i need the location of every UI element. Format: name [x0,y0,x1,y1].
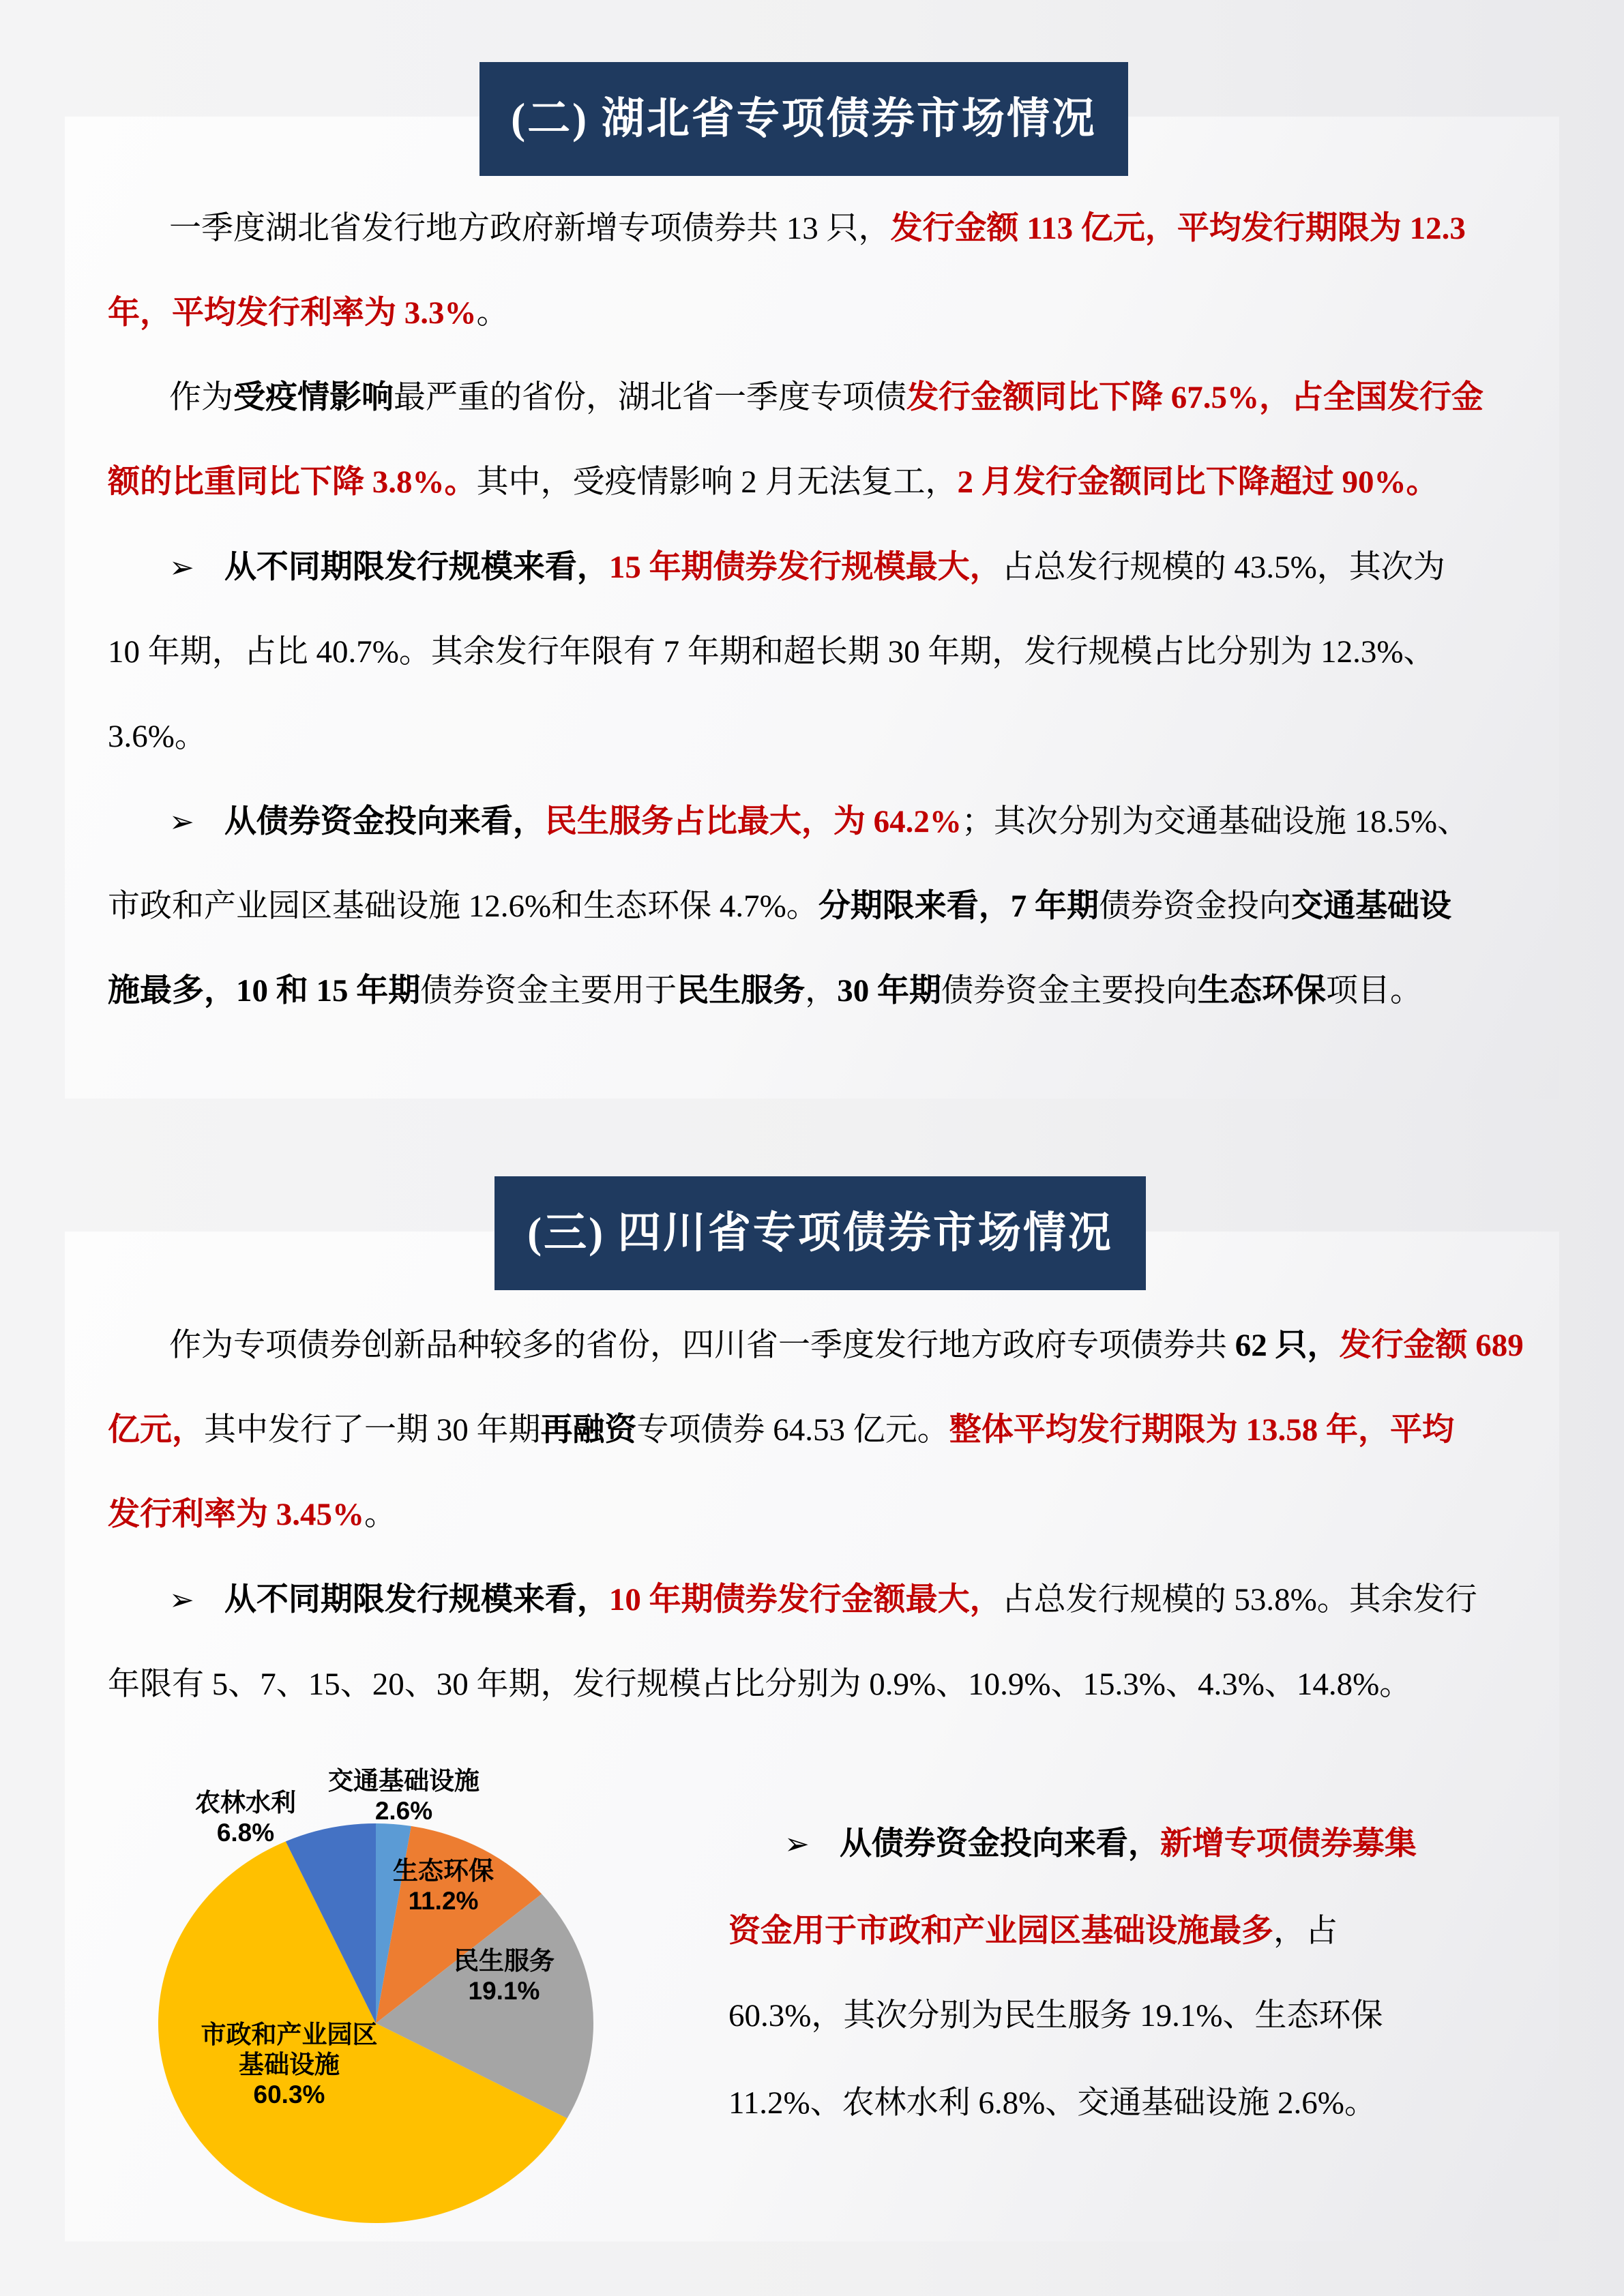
body-text: ， [805,973,838,1009]
text-line [169,798,1469,846]
emphasis-text: 发行利率为 3.45% [108,1497,364,1532]
bold-text: 交通基础设 [1291,889,1452,924]
body-text: 其中，受疫情影响 2 月无法复工， [476,464,958,500]
text-line [169,1576,1477,1624]
text-line [108,882,1451,930]
text-line [784,1820,1417,1868]
text-line [108,713,207,760]
body-text: ，占 [1273,1913,1338,1949]
text-line [108,967,1422,1015]
section-title-hubei: (二) 湖北省专项债券市场情况 [479,62,1128,176]
bold-text: 从不同期限发行规模来看， [224,1582,609,1617]
emphasis-text: 额的比重同比下降 3.8%。 [108,464,477,500]
bullet-arrow-icon: ➢ [169,805,194,839]
bold-text: 受疫情影响 [233,380,394,415]
body-text: 专项债券 64.53 亿元。 [636,1412,949,1448]
text-line [108,289,509,337]
body-text: 一季度湖北省发行地方政府新增专项债券共 13 只， [169,211,891,246]
body-text: 占总发行规模的 53.8%。其余发行 [1001,1582,1477,1617]
emphasis-text: 发行金额 689 [1339,1328,1524,1363]
bold-text: 施最多，10 和 15 年期 [108,973,421,1009]
bold-text: 再融资 [540,1412,637,1448]
body-text: 。 [364,1497,396,1532]
pie-label-value: 60.3% [253,2081,325,2108]
body-text: 10 年期，占比 40.7%。其余发行年限有 7 年期和超长期 30 年期，发行规模占比分别为 12.3%、 [108,634,1436,670]
bullet-arrow-icon: ➢ [784,1827,810,1862]
text-line [108,1660,1411,1708]
body-text: 债券资金主要投向 [941,973,1198,1009]
text-line [169,543,1445,592]
text-line [728,2079,1376,2127]
bullet-arrow-icon: ➢ [169,550,194,585]
emphasis-text: 10 年期债券发行金额最大， [608,1582,1002,1617]
body-text: 其中发行了一期 30 年期 [204,1412,541,1448]
body-text: 作为 [169,380,233,415]
bold-text: 民生服务 [677,973,806,1009]
body-text: 3.6%。 [108,719,207,754]
emphasis-text: 15 年期债券发行规模最大， [608,550,1002,585]
pie-label-livelihood [454,1946,555,2006]
pie-label-agriculture [195,1788,296,1848]
bullet-arrow-icon: ➢ [169,1583,194,1617]
pie-label-value: 11.2% [408,1887,479,1915]
body-text: 市政和产业园区基础设施 12.6%和生态环保 4.7%。 [108,889,818,924]
section-title-sichuan: (三) 四川省专项债券市场情况 [494,1176,1146,1290]
pie-label-line: 民生服务 [454,1947,555,1975]
text-line [108,1491,396,1538]
text-line [169,374,1483,421]
emphasis-text: 整体平均发行期限为 13.58 年，平均 [949,1412,1454,1448]
text-line [169,205,1466,252]
bold-text: 从不同期限发行规模来看， [224,550,609,585]
body-text: 作为专项债券创新品种较多的省份，四川省一季度发行地方政府专项债券共 [169,1328,1235,1363]
bold-text: 分期限来看，7 年期 [818,889,1099,924]
pie-label-traffic [328,1766,479,1826]
emphasis-text: 2 月发行金额同比下降超过 90%。 [957,464,1438,500]
emphasis-text: 民生服务占比最大，为 64.2% [544,804,962,839]
emphasis-text: 年，平均发行利率为 3.3% [108,295,477,331]
pie-label-line: 农林水利 [195,1789,296,1817]
text-line [108,458,1438,506]
emphasis-text: 发行金额同比下降 67.5%，占全国发行金 [906,380,1483,415]
pie-label-line: 生态环保 [393,1857,494,1885]
bold-text: 生态环保 [1198,973,1326,1009]
body-text: 项目。 [1326,973,1422,1009]
bold-text: 62 只， [1235,1328,1340,1363]
pie-label-ecology [393,1856,494,1916]
emphasis-text: 资金用于市政和产业园区基础设施最多 [728,1913,1273,1949]
body-text: 占总发行规模的 43.5%，其次为 [1001,550,1445,585]
body-text: 60.3%，其次分别为民生服务 19.1%、生态环保 [728,1998,1383,2033]
pie-label-value: 6.8% [216,1819,275,1847]
body-text: ；其次分别为交通基础设施 18.5%、 [961,804,1470,839]
pie-label-line: 市政和产业园区 [201,2021,378,2048]
pie-label-value: 19.1% [468,1977,540,2005]
body-text: 债券资金主要用于 [420,973,677,1009]
body-text: 债券资金投向 [1099,889,1292,924]
emphasis-text: 新增专项债券募集 [1160,1826,1417,1862]
text-line [108,1406,1454,1454]
hubei-section-panel [65,117,1559,1099]
body-text: 最严重的省份，湖北省一季度专项债 [394,380,906,415]
text-line [728,1907,1338,1955]
text-line [728,1992,1383,2040]
text-line [108,628,1436,676]
bold-text: 从债券资金投向来看， [224,804,545,839]
bold-text: 30 年期 [837,973,941,1009]
body-text: 。 [476,295,509,331]
pie-label-municipal [201,2020,378,2110]
pie-label-line: 基础设施 [239,2051,340,2078]
emphasis-text: 亿元， [108,1412,204,1448]
pie-label-value: 2.6% [374,1797,433,1825]
text-line [169,1322,1524,1369]
body-text: 年限有 5、7、15、20、30 年期，发行规模占比分别为 0.9%、10.9%、15.3%、4.3%、14.8%。 [108,1667,1412,1702]
pie-label-line: 交通基础设施 [328,1767,479,1795]
body-text: 11.2%、农林水利 6.8%、交通基础设施 2.6%。 [728,2085,1376,2121]
bold-text: 从债券资金投向来看， [839,1826,1160,1862]
emphasis-text: 发行金额 113 亿元，平均发行期限为 12.3 [890,211,1466,246]
